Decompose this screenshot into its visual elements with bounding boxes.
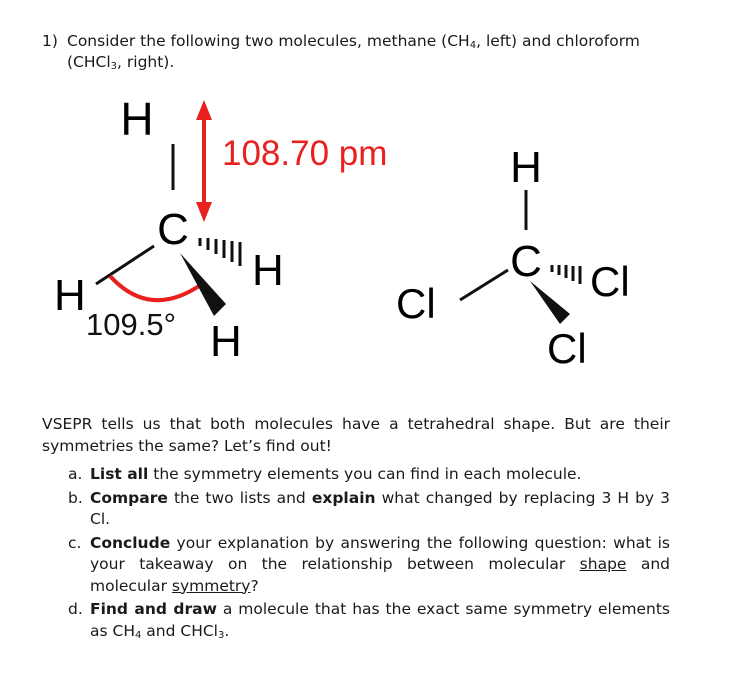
methane-h-bottom: H [210, 317, 242, 366]
task-a: a. List all the symmetry elements you can find in each molecule. [68, 465, 582, 483]
chloroform-cl-bottom: Cl [547, 325, 587, 372]
chloroform-h-top: H [510, 143, 542, 192]
chloroform-c: C [510, 237, 542, 286]
symmetry-underlined: symmetry [171, 576, 251, 595]
bond-length-label: 108.70 pm [222, 134, 388, 173]
molecule-figure [30, 88, 660, 388]
task-d: d. Find and draw a molecule that has the exact same symmetry elements as $CH_4$ and CHCl$_3$. [68, 600, 671, 641]
bond-angle-label: 109.5° [86, 307, 176, 342]
methane-structure [54, 93, 387, 366]
bond-length-arrowhead-up [196, 100, 212, 120]
chloroform-bond-left [460, 270, 508, 300]
task-list [62, 464, 670, 644]
intro-paragraph: VSEPR tells us that both molecules have a tetrahedral shape. But are their symmetries the same? Let’s find out! [42, 415, 670, 455]
methane-h-right: H [252, 246, 284, 295]
question-prompt [42, 31, 692, 73]
chloroform-structure [396, 143, 630, 372]
chloroform-wedge-bond [530, 281, 570, 324]
methane-c: C [157, 205, 189, 254]
chloroform-hashed-bond [552, 265, 580, 284]
question-line-1: 1) Consider the following two molecules, methane ($CH_4$, left) and chloroform [42, 32, 640, 51]
task-c: c. Conclude your explanation by answering the following question: what is your takeaway on the relationship between molecular shape and molecular symmetry? [68, 533, 670, 595]
question-line-2: (CHCl$_3$, right). [67, 53, 175, 72]
question-number: 1) [42, 32, 58, 50]
methane-wedge-bond [180, 253, 226, 316]
bond-length-arrowhead-down [196, 202, 212, 222]
chloroform-cl-left: Cl [396, 280, 436, 327]
methane-bond-left [96, 246, 154, 284]
task-b: b. Compare the two lists and explain what changed by replacing 3 H by 3 Cl. [68, 488, 670, 528]
methane-h-left: H [54, 271, 86, 320]
methane-h-top: H [120, 93, 154, 145]
molecule-diagram [30, 88, 660, 388]
methane-hashed-bond [200, 238, 240, 266]
shape-underlined: shape [579, 555, 627, 573]
bond-angle-arc [110, 276, 202, 300]
chloroform-cl-right: Cl [590, 258, 630, 305]
